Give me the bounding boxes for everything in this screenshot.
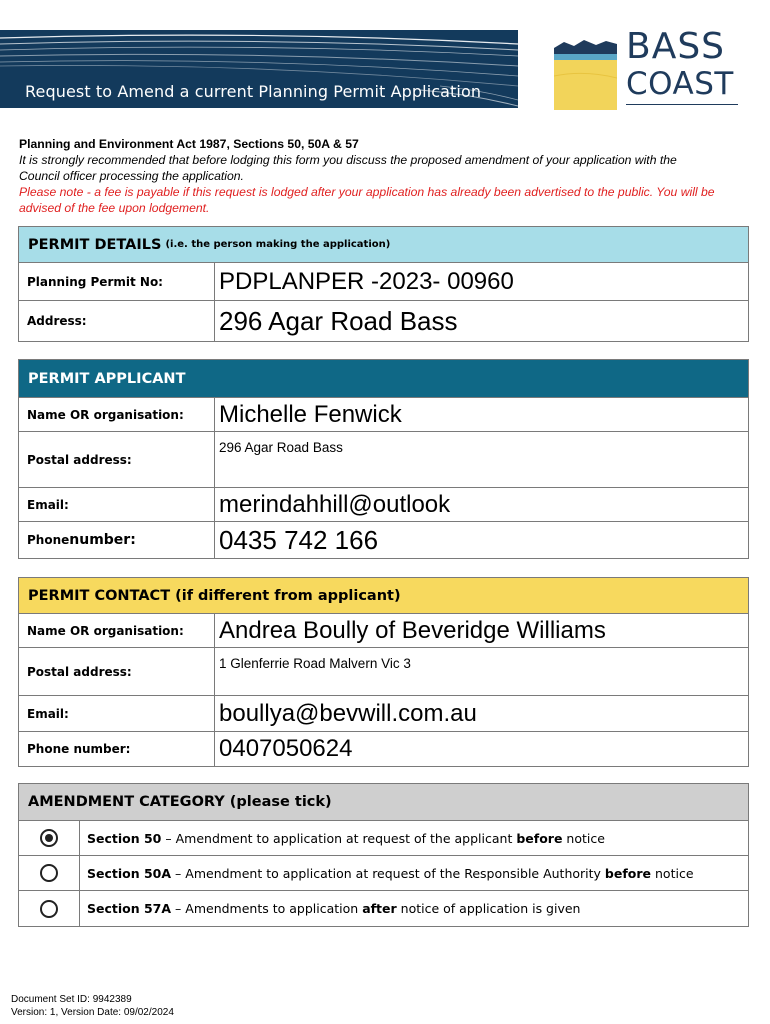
contact-postal-row xyxy=(19,648,748,696)
option-text: – Amendments to application xyxy=(175,901,359,916)
radio-button-selected[interactable] xyxy=(40,829,58,847)
amendment-category-header xyxy=(19,784,748,821)
category-option-section-50[interactable] xyxy=(19,821,748,856)
permit-number-row xyxy=(19,263,748,301)
permit-details-header xyxy=(19,227,748,263)
contact-phone-label: Phone number: xyxy=(19,732,215,766)
applicant-name-label: Name OR organisation: xyxy=(19,398,215,431)
radio-button[interactable] xyxy=(40,900,58,918)
contact-email-label: Email: xyxy=(19,696,215,731)
document-footer xyxy=(11,993,174,1019)
address-field[interactable]: 296 Agar Road Bass xyxy=(219,305,458,336)
contact-email-row xyxy=(19,696,748,732)
contact-postal-label: Postal address: xyxy=(19,648,215,695)
logo-text-bass: BASS xyxy=(626,26,726,67)
permit-applicant-section xyxy=(18,359,749,559)
contact-postal-field[interactable]: 1 Glenferrie Road Malvern Vic 3 xyxy=(219,656,411,671)
radio-cell xyxy=(19,856,80,890)
logo-image xyxy=(554,30,617,110)
applicant-email-row xyxy=(19,488,748,522)
option-section: Section 50 xyxy=(87,830,162,846)
section-subheading: (please tick) xyxy=(229,794,332,810)
recommendation-note: It is strongly recommended that before lodging this form you discuss the proposed amendment of your application with the Council officer processing the application. xyxy=(19,153,677,183)
option-text: notice of application is given xyxy=(400,901,581,916)
radio-cell xyxy=(19,891,80,926)
bass-coast-logo xyxy=(554,26,744,114)
radio-dot xyxy=(45,834,53,842)
applicant-postal-label: Postal address: xyxy=(19,432,215,487)
option-text: notice xyxy=(655,865,694,881)
applicant-phone-field[interactable]: 0435 742 166 xyxy=(219,524,379,555)
permit-details-section xyxy=(18,226,749,342)
category-option-section-57a[interactable] xyxy=(19,891,748,926)
phone-label-part: Phone xyxy=(27,533,70,547)
applicant-phone-row xyxy=(19,522,748,558)
section-subheading: (i.e. the person making the application) xyxy=(165,239,391,250)
applicant-email-field[interactable]: merindahhill@outlook xyxy=(219,490,451,518)
intro-text xyxy=(19,136,719,216)
option-section: Section 50A xyxy=(87,865,172,881)
option-label xyxy=(80,821,605,855)
contact-phone-field[interactable]: 0407050624 xyxy=(219,735,353,762)
option-text: – Amendment to application at request of the Responsible Authority xyxy=(175,865,601,881)
option-emphasis: before xyxy=(516,830,563,846)
amendment-category-section xyxy=(18,783,749,927)
applicant-email-label: Email: xyxy=(19,488,215,521)
permit-number-field[interactable]: PDPLANPER -2023- 00960 xyxy=(219,267,514,295)
act-reference: Planning and Environment Act 1987, Sections 50, 50A & 57 xyxy=(19,137,359,151)
option-emphasis: after xyxy=(362,901,397,916)
contact-name-label: Name OR organisation: xyxy=(19,614,215,647)
form-title: Request to Amend a current Planning Permit Application xyxy=(25,82,482,101)
permit-contact-section xyxy=(18,577,749,767)
applicant-name-row xyxy=(19,398,748,432)
section-heading: PERMIT DETAILS xyxy=(28,236,162,253)
document-set-id: Document Set ID: 9942389 xyxy=(11,994,132,1005)
version-info: Version: 1, Version Date: 09/02/2024 xyxy=(11,1007,174,1018)
category-option-section-50a[interactable] xyxy=(19,856,748,891)
section-subheading: (if different from applicant) xyxy=(175,587,401,604)
applicant-name-field[interactable]: Michelle Fenwick xyxy=(219,400,402,428)
section-heading: PERMIT CONTACT xyxy=(28,587,171,604)
applicant-postal-field[interactable]: 296 Agar Road Bass xyxy=(219,440,343,455)
option-emphasis: before xyxy=(604,865,652,881)
applicant-postal-row xyxy=(19,432,748,488)
option-text: – Amendment to application at request of the applicant xyxy=(165,830,513,846)
contact-phone-row xyxy=(19,732,748,766)
fee-note: Please note - a fee is payable if this request is lodged after your application has already been advertised to the public. You will be advised of the fee upon lodgement. xyxy=(19,185,715,215)
permit-applicant-header xyxy=(19,360,748,398)
section-heading: AMENDMENT CATEGORY xyxy=(28,794,225,810)
contact-name-field[interactable]: Andrea Boully of Beveridge Williams xyxy=(219,616,606,644)
permit-contact-header xyxy=(19,578,748,614)
option-section: Section 57A xyxy=(87,901,172,916)
phone-label-part: number: xyxy=(69,532,136,548)
applicant-phone-label xyxy=(19,522,215,558)
contact-email-field[interactable]: boullya@bevwill.com.au xyxy=(219,699,477,727)
section-heading: PERMIT APPLICANT xyxy=(28,370,186,387)
radio-button[interactable] xyxy=(40,864,58,882)
logo-text-coast: COAST xyxy=(626,66,734,102)
option-label xyxy=(80,856,694,890)
option-label xyxy=(80,891,580,926)
contact-name-row xyxy=(19,614,748,648)
address-label: Address: xyxy=(19,301,215,341)
permit-number-label: Planning Permit No: xyxy=(19,263,215,300)
radio-cell xyxy=(19,821,80,855)
address-row xyxy=(19,301,748,341)
logo-underline xyxy=(626,104,738,105)
option-text: notice xyxy=(566,830,605,846)
